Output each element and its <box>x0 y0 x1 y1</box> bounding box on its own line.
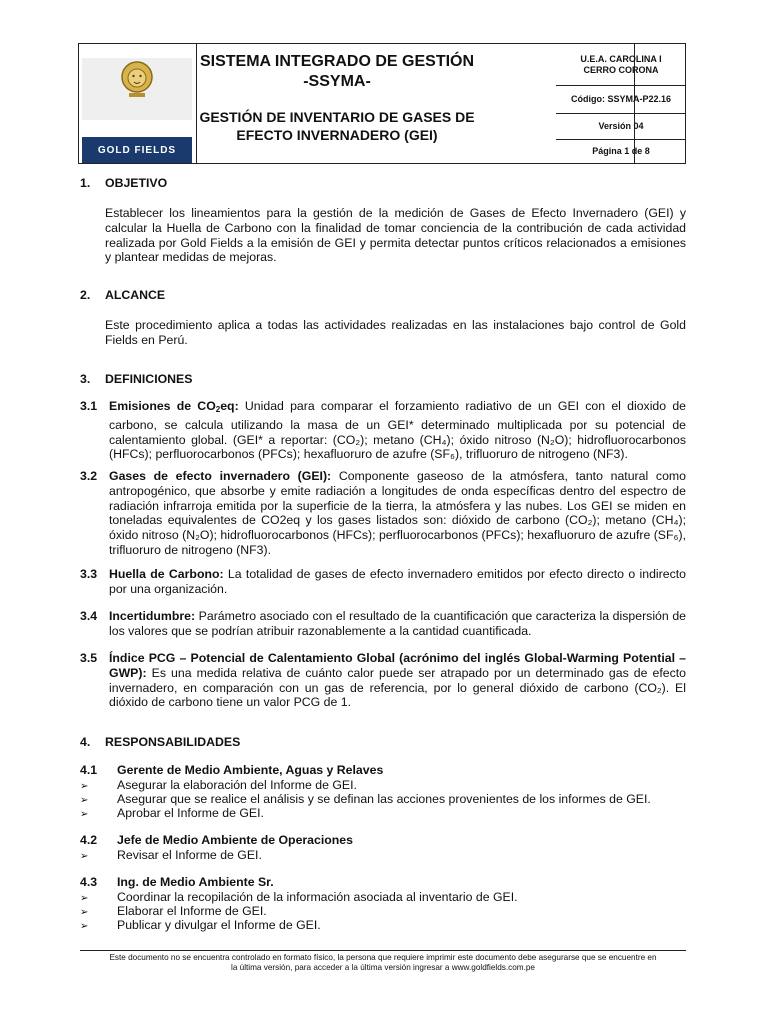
document-title <box>130 108 544 144</box>
unit-cell <box>556 44 686 86</box>
unit-line1: U.E.A. CAROLINA I <box>580 53 662 64</box>
bullet-arrow-icon: ➢ <box>80 851 89 862</box>
role-4-2: 4.2 Jefe de Medio Ambiente de Operaciones <box>80 833 353 847</box>
objetivo-paragraph: Establecer los lineamientos para la gestión de la medición de Gases de Efecto Invernadero (GEI) y calcular la Huella de Carbono con la finalidad de tomar conciencia de la contribución de cada actividad realizada por Gold Fields a la emisión de GEI y permita detectar puntos críticos relacionados a emisiones y plantear medidas de mejoras. <box>105 206 686 265</box>
bullet-arrow-icon: ➢ <box>80 921 89 932</box>
definition-3-5: 3.5 Índice PCG – Potencial de Calentamiento Global (acrónimo del inglés Global-Warming Potential – GWP): Es una medida relativa de cuánto calor puede ser atrapado por un determinado gas de efecto invernadero, en comparación con un gas de referencia, por lo general dióxido de carbono (CO₂). El dióxido de carbono tiene un valor PCG de 1. <box>80 651 686 710</box>
definition-3-3: 3.3 Huella de Carbono: La totalidad de gases de efecto invernadero emitidos por efecto directo o indirecto por una organización. <box>80 567 687 596</box>
bullet-arrow-icon: ➢ <box>80 781 89 792</box>
list-item: ➢ Aprobar el Informe de GEI. <box>80 806 686 823</box>
bullet-arrow-icon: ➢ <box>80 795 89 806</box>
definition-term: Índice PCG – Potencial de Calentamiento Global (acrónimo del inglés Global-Warming Potential – GWP): <box>109 651 686 680</box>
version-cell <box>556 114 686 140</box>
definition-term: Gases de efecto invernadero (GEI): <box>109 469 332 483</box>
document-code: Código: SSYMA-P22.16 <box>570 94 671 104</box>
bullet-arrow-icon: ➢ <box>80 907 89 918</box>
definition-3-1: 3.1 Emisiones de $CO_2eq$: Unidad para comparar el forzamiento radiativo de un GEI con el dioxido de carbono, se calcula utilizando la masa de un GEI* determinado multiplicada por su potencial de calentamiento global. (GEI* a reportar: (CO₂); metano (CH₄); óxido nitroso (N₂O); hidrofluorocarbonos (HFCs); perfluorocarbonos (PFCs); hexafluoruro de azufre (SF₆), trifluoruro de nitrogeno (NF3). <box>80 399 687 462</box>
section-heading-responsabilidades: 4. RESPONSABILIDADES <box>80 735 241 749</box>
bullet-arrow-icon: ➢ <box>80 809 89 820</box>
footer-line2: la última versión, para acceder a la última versión ingresar a www.goldfields.com.pe <box>231 963 535 972</box>
list-item: ➢ Coordinar la recopilación de la información asociada al inventario de GEI. <box>80 890 686 907</box>
role-4-1: 4.1 Gerente de Medio Ambiente, Aguas y Relaves <box>80 763 384 777</box>
section-heading-definiciones: 3. DEFINICIONES <box>80 372 193 386</box>
list-item: ➢ Asegurar la elaboración del Informe de GEI. <box>80 778 686 795</box>
definition-term: Emisiones de $CO_2eq$: <box>109 399 239 414</box>
definition-term: Huella de Carbono: <box>109 567 224 581</box>
document-version: Versión 04 <box>598 121 644 131</box>
definition-3-4: 3.4 Incertidumbre: Parámetro asociado con el resultado de la cuantificación que caracteriza la dispersión de los valores que se podrían atribuir razonablemente a la cantidad cuantificada. <box>80 609 686 638</box>
document-title-line1: GESTIÓN DE INVENTARIO DE GASES DE <box>199 109 475 125</box>
system-title-line2: -SSYMA- <box>303 73 371 90</box>
bullet-arrow-icon: ➢ <box>80 893 89 904</box>
list-item: ➢ Elaborar el Informe de GEI. <box>80 904 686 921</box>
list-item: ➢ Asegurar que se realice el análisis y se definan las acciones provenientes de los informes de GEI. <box>80 792 686 809</box>
definition-3-2: 3.2 Gases de efecto invernadero (GEI): Componente gaseoso de la atmósfera, tanto natural como antropogénico, que absorbe y emite radiación a longitudes de onda específicas dentro del espectro de radiación infrarroja emitida por la superficie de la tierra, la atmósfera y las nubes. Los GEI se miden en toneladas equivalentes de CO2eq y los gases listados son: dióxido de carbono (CO₂); metano (CH₄); óxido nitroso (N₂O); hidrofluorocarbonos (HFCs); perfluorocarbonos (PFCs); hexafluoruro de azufre (SF₆), trifluoruro de nitrogeno (NF3). <box>80 469 686 557</box>
alcance-paragraph: Este procedimiento aplica a todas las actividades realizadas en las instalaciones bajo control de Gold Fields en Perú. <box>105 318 686 347</box>
list-item: ➢ Revisar el Informe de GEI. <box>80 848 686 865</box>
section-heading-objetivo: 1. OBJETIVO <box>80 176 168 190</box>
list-item: ➢ Publicar y divulgar el Informe de GEI. <box>80 918 686 935</box>
system-title <box>130 52 544 92</box>
footer-divider <box>80 950 686 951</box>
section-heading-alcance: 2. ALCANCE <box>80 288 166 302</box>
page-cell <box>556 140 686 163</box>
role-4-3: 4.3 Ing. de Medio Ambiente Sr. <box>80 875 274 889</box>
unit-line2: CERRO CORONA <box>583 64 659 75</box>
footer-notice <box>80 953 686 973</box>
page-number: Página 1 de 8 <box>592 146 650 156</box>
definition-term: Incertidumbre: <box>109 609 196 623</box>
document-title-line2: EFECTO INVERNADERO (GEI) <box>236 127 438 143</box>
code-cell <box>556 86 686 114</box>
footer-line1: Este documento no se encuentra controlado en formato físico, la persona que requiere imprimir este documento debe asegurarse que se encuentre en <box>109 953 657 962</box>
system-title-line1: SISTEMA INTEGRADO DE GESTIÓN <box>199 53 475 70</box>
logo-text: GOLD FIELDS <box>97 144 177 156</box>
